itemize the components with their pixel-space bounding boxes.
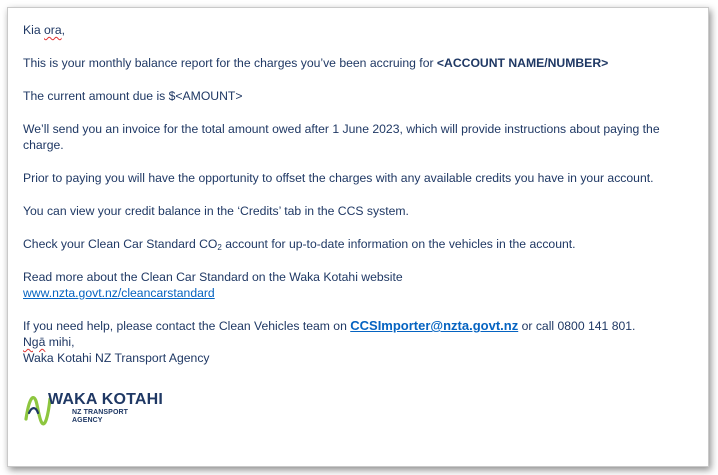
importer-email-link[interactable]: CCSImporter@nzta.govt.nz [350,318,519,333]
offset-line: Prior to paying you will have the opportunity to offset the charges with any available credits you have in your account. [23,171,654,185]
website-link[interactable]: www.nzta.govt.nz/cleancarstandard [23,286,215,300]
logo-sub-line1: NZ TRANSPORT [72,409,129,416]
co2-subscript: 2 [217,243,222,252]
help-post: or call 0800 141 801. [518,319,636,333]
help-line [23,318,694,334]
credit-balance-line: You can view your credit balance in the ‘Credits’ tab in the CCS system. [23,204,409,218]
email-frame [7,7,709,467]
logo-subtitle [72,409,128,424]
greeting-kia: Kia [23,23,45,37]
check-line-post: account for up-to-date information on the vehicles in the account. [221,237,576,251]
website-link-line [23,285,694,301]
balance-report-text: This is your monthly balance report for the charges you’ve been accruing for [23,56,437,70]
greeting [23,22,694,38]
read-more-line: Read more about the Clean Car Standard on the Waka Kotahi website [23,270,403,284]
signoff-line [23,334,694,350]
logo-sub-line2: AGENCY [72,416,103,424]
logo-title: WAKA KOTAHI [48,391,164,408]
amount-due-line: The current amount due is $<AMOUNT> [23,89,243,103]
email-body [23,22,694,366]
signoff-nga: Ngā [23,335,46,349]
greeting-comma: , [61,23,66,37]
check-account-line [23,236,694,252]
check-line-pre: Check your Clean Car Standard CO [23,237,218,251]
help-pre: If you need help, please contact the Clean Vehicles team on [23,319,351,333]
signature-line: Waka Kotahi NZ Transport Agency [23,351,210,365]
invoice-line: We’ll send you an invoice for the total amount owed after 1 June 2023, which will provide instructions about paying the charge. [23,122,660,152]
account-placeholder: <ACCOUNT NAME/NUMBER> [436,56,609,70]
signoff-mihi: mihi, [45,335,75,349]
waka-kotahi-logo [24,389,174,429]
balance-report-line [23,55,694,71]
greeting-ora: ora [44,23,62,37]
